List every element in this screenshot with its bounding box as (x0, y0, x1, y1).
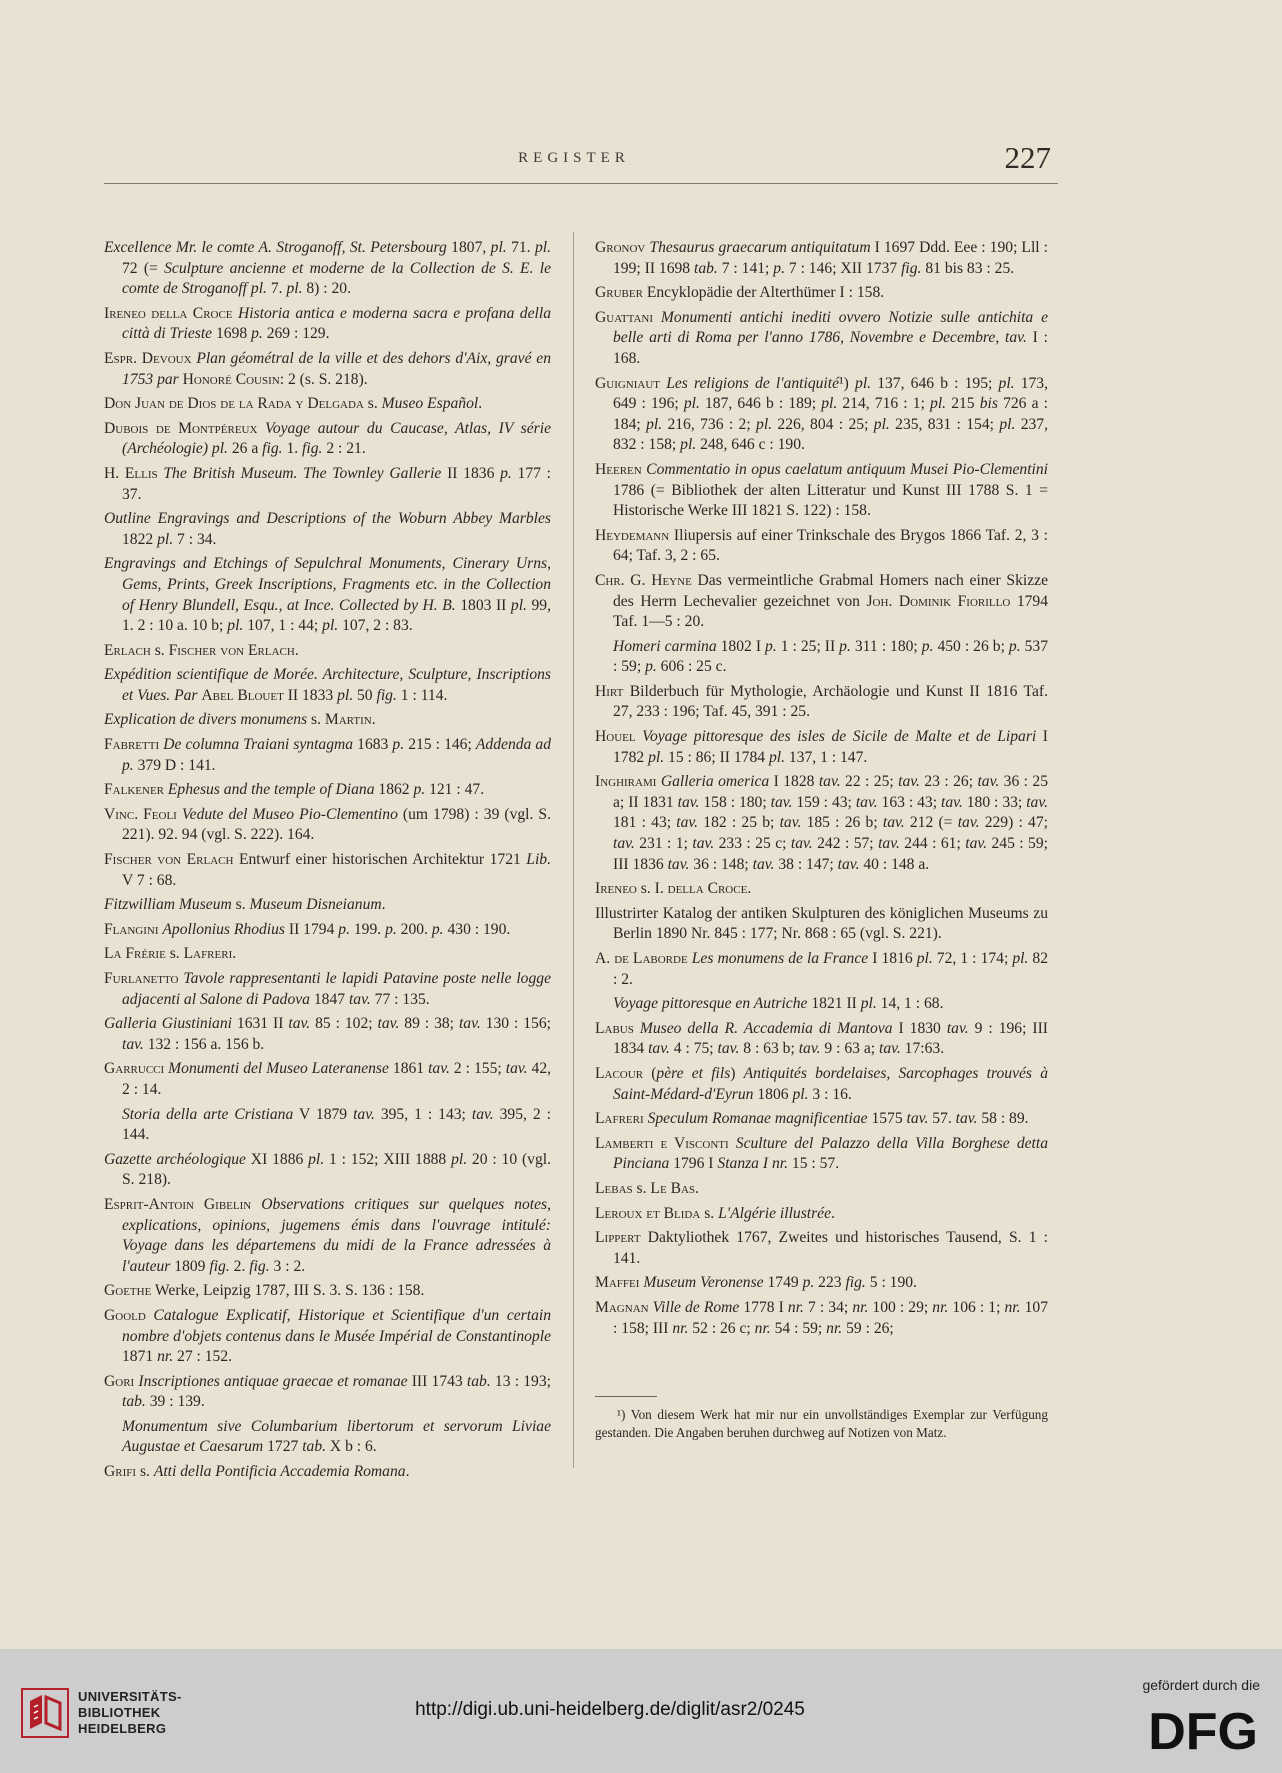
dfg-wordmark: DFG (1148, 1703, 1258, 1753)
register-entry: Explication de divers monumens s. Martin. (104, 711, 376, 729)
register-entry: Dubois de Montpéreux Voyage autour du Caucase, Atlas, IV série (Archéologie) pl. 26 a fig. 1. fig. 2 : 21. (104, 419, 551, 458)
register-entry: Inghirami Galleria omerica I 1828 tav. 22 : 25; tav. 23 : 26; tav. 36 : 25 a; II 1831 tav. 158 : 180; tav. 159 : 43; tav. 163 : 43; tav. 180 : 33; tav. 181 : 43; tav. 182 : 25 b; tav. 185 : 26 b; tav. 212 (= tav. 229) : 47; tav. 231 : 1; tav. 233 : 25 c; tav. 242 : 57; tav. 244 : 61; tav. 245 : 59; III 1836 tav. 36 : 148; tav. 38 : 147; tav. 40 : 148 a. (595, 773, 1049, 873)
register-entry: La Frérie s. Lafreri. (104, 945, 237, 963)
register-entry: Grifi s. Atti della Pontificia Accademia Romana. (104, 1463, 410, 1481)
running-head: REGISTER (518, 150, 630, 166)
register-entry: Gruber Encyklopädie der Alterthümer I : 158. (595, 284, 885, 302)
register-column-right (595, 238, 1048, 1343)
register-entry: Goethe Werke, Leipzig 1787, III S. 3. S. 136 : 158. (104, 1282, 425, 1300)
register-entry: H. Ellis The British Museum. The Townley Gallerie II 1836 p. 177 : 37. (104, 464, 551, 503)
register-entry: Homeri carmina 1802 I p. 1 : 25; II p. 311 : 180; p. 450 : 26 b; p. 537 : 59; p. 606 : 25 c. (613, 637, 1049, 676)
register-entry: Goold Catalogue Explicatif, Historique et Scientifique d'un certain nombre d'objets contenus dans le Musée Impérial de Constantinople 1871 nr. 27 : 152. (104, 1306, 551, 1366)
register-entry: Illustrirter Katalog der antiken Skulpturen des königlichen Museums zu Berlin 1890 Nr. 845 : 177; Nr. 868 : 65 (vgl. S. 221). (595, 904, 1048, 943)
column-divider (573, 232, 574, 1468)
register-entry: Erlach s. Fischer von Erlach. (104, 641, 299, 659)
header-rule (104, 183, 1058, 184)
university-library-name[interactable] (78, 1689, 182, 1737)
register-entry: Guigniaut Les religions de l'antiquité¹) pl. 137, 646 b : 195; pl. 173, 649 : 196; pl. 187, 646 b : 189; pl. 214, 716 : 1; pl. 215 bis 726 a : 184; pl. 216, 736 : 2; pl. 226, 804 : 25; pl. 235, 831 : 154; pl. 237, 832 : 158; pl. 248, 646 c : 190. (595, 374, 1049, 454)
funding-label: gefördert durch die (1142, 1677, 1260, 1693)
register-entry: Magnan Ville de Rome 1778 I nr. 7 : 34; nr. 100 : 29; nr. 106 : 1; nr. 107 : 158; III nr. 52 : 26 c; nr. 54 : 59; nr. 59 : 26; (595, 1298, 1048, 1337)
register-entry: Outline Engravings and Descriptions of the Woburn Abbey Marbles 1822 pl. 7 : 34. (104, 510, 551, 548)
register-entry: Don Juan de Dios de la Rada y Delgada s. Museo Español. (104, 395, 483, 413)
register-entry: Lamberti e Visconti Sculture del Palazzo della Villa Borghese detta Pinciana 1796 I Stanza I nr. 15 : 57. (595, 1134, 1049, 1173)
page-number: 227 (1004, 140, 1051, 175)
register-entry: Fitzwilliam Museum s. Museum Disneianum. (104, 896, 386, 914)
register-entry: Hirt Bilderbuch für Mythologie, Archäologie und Kunst II 1816 Taf. 27, 233 : 196; Taf. 45, 391 : 25. (595, 682, 1048, 721)
register-entry: Excellence Mr. le comte A. Stroganoff, St. Petersbourg 1807, pl. 71. pl. 72 (= Sculpture ancienne et moderne de la Collection de S. E. le comte de Stroganoff pl. 7. pl. 8) : 20. (104, 239, 552, 298)
footnote-rule (595, 1396, 657, 1397)
register-entry: Lacour (père et fils) Antiquités bordelaises, Sarcophages trouvés à Saint-Médard-d'Eyrun 1806 pl. 3 : 16. (595, 1064, 1048, 1103)
register-entry: Maffei Museum Veronense 1749 p. 223 fig. 5 : 190. (595, 1274, 917, 1292)
register-entry: Ireneo della Croce Historia antica e moderna sacra e profana della città di Trieste 1698 p. 269 : 129. (104, 304, 551, 343)
register-entry: Guattani Monumenti antichi inediti ovvero Notizie sulle antichita e belle arti di Roma per l'anno 1786, Novembre e Decembre, tav. I : 168. (595, 308, 1049, 367)
register-entry: Lebas s. Le Bas. (595, 1179, 699, 1197)
register-entry: Esprit-Antoin Gibelin Observations critiques sur quelques notes, explications, opinions, jugemens émis dans l'ouvrage intitulé: Voyage dans les départemens du midi de la France adressées à l'auteur 1809 fig. 2. fig. 3 : 2. (104, 1195, 551, 1275)
register-entry: Heeren Commentatio in opus caelatum antiquum Musei Pio-Clementini 1786 (= Bibliothek der alten Litteratur und Kunst III 1788 S. 1 = Historische Werke III 1821 S. 122) : 158. (595, 460, 1048, 520)
dfg-logo-icon[interactable] (1110, 1703, 1260, 1753)
register-entry: Fabretti De columna Traiani syntagma 1683 p. 215 : 146; Addenda ad p. 379 D : 141. (104, 736, 552, 774)
register-entry: Galleria Giustiniani 1631 II tav. 85 : 102; tav. 89 : 38; tav. 130 : 156; tav. 132 : 156 a. 156 b. (104, 1015, 551, 1053)
viewer-footer (0, 1649, 1282, 1773)
register-entry: Gronov Thesaurus graecarum antiquitatum I 1697 Ddd. Eee : 190; Lll : 199; II 1698 tab. 7 : 141; p. 7 : 146; XII 1737 fig. 81 bis 83 : 25. (595, 239, 1048, 277)
register-entry: Heydemann Iliupersis auf einer Trinkschale des Brygos 1866 Taf. 2, 3 : 64; Taf. 3, 2 : 65. (595, 526, 1048, 565)
register-entry: Expédition scientifique de Morée. Architecture, Sculpture, Inscriptions et Vues. Par Abel Blouet II 1833 pl. 50 fig. 1 : 114. (104, 666, 551, 704)
register-entry: Ireneo s. I. della Croce. (595, 880, 752, 898)
register-entry: Vinc. Feoli Vedute del Museo Pio-Clementino (um 1798) : 39 (vgl. S. 221). 92. 94 (vgl. S. 222). 164. (104, 805, 552, 844)
register-entry: Flangini Apollonius Rhodius II 1794 p. 199. p. 200. p. 430 : 190. (104, 920, 511, 938)
register-entry: Chr. G. Heyne Das vermeintliche Grabmal Homers nach einer Skizze des Herrn Lechevalier gezeichnet von Joh. Dominik Fiorillo 1794 Taf. 1—5 : 20. (595, 571, 1049, 631)
institution-line: HEIDELBERG (78, 1721, 167, 1736)
register-entry: A. de Laborde Les monumens de la France I 1816 pl. 72, 1 : 174; pl. 82 : 2. (595, 950, 1049, 988)
register-entry: Lippert Daktyliothek 1767, Zweites und historisches Tausend, S. 1 : 141. (595, 1229, 1048, 1267)
footnote: ¹) Von diesem Werk hat mir nur ein unvollständiges Exemplar zur Verfügung gestanden. Die Angaben beruhen durchweg auf Notizen von Matz. (595, 1407, 1048, 1440)
register-entry: Houel Voyage pittoresque des isles de Sicile de Malte et de Lipari I 1782 pl. 15 : 86; II 1784 pl. 137, 1 : 147. (595, 728, 1048, 766)
institution-line: BIBLIOTHEK (78, 1705, 161, 1720)
register-entry: Leroux et Blida s. L'Algérie illustrée. (595, 1204, 835, 1222)
register-column-left (104, 238, 551, 1487)
register-entry: Gori Inscriptiones antiquae graecae et romanae III 1743 tab. 13 : 193; tab. 39 : 139. (104, 1372, 551, 1411)
register-entry: Voyage pittoresque en Autriche 1821 II pl. 14, 1 : 68. (613, 995, 944, 1013)
register-entry: Monumentum sive Columbarium libertorum et servorum Liviae Augustae et Caesarum 1727 tab. X b : 6. (122, 1417, 551, 1456)
register-entry: Lafreri Speculum Romanae magnificentiae 1575 tav. 57. tav. 58 : 89. (595, 1110, 1029, 1128)
register-entry: Espr. Devoux Plan géométral de la ville et des dehors d'Aix, gravé en 1753 par Honoré Cousin: 2 (s. S. 218). (104, 349, 551, 388)
register-entry: Engravings and Etchings of Sepulchral Monuments, Cinerary Urns, Gems, Prints, Greek Inscriptions, Fragments etc. in the Collection of Henry Blundell, Esqu., at Ince. Collected by H. B. 1803 II pl. 99, 1. 2 : 10 a. 10 b; pl. 107, 1 : 44; pl. 107, 2 : 83. (104, 555, 551, 635)
register-entry: Storia della arte Cristiana V 1879 tav. 395, 1 : 143; tav. 395, 2 : 144. (122, 1105, 551, 1144)
register-entry: Fischer von Erlach Entwurf einer historischen Architektur 1721 Lib. V 7 : 68. (104, 851, 551, 889)
register-entry: Gazette archéologique XI 1886 pl. 1 : 152; XIII 1888 pl. 20 : 10 (vgl. S. 218). (104, 1150, 551, 1189)
register-entry: Falkener Ephesus and the temple of Diana 1862 p. 121 : 47. (104, 781, 485, 799)
register-entry: Labus Museo della R. Accademia di Mantova I 1830 tav. 9 : 196; III 1834 tav. 4 : 75; tav. 8 : 63 b; tav. 9 : 63 a; tav. 17:63. (595, 1019, 1048, 1058)
university-library-logo-icon[interactable] (20, 1687, 70, 1739)
institution-line: UNIVERSITÄTS- (78, 1689, 182, 1704)
permalink-url[interactable]: http://digi.ub.uni-heidelberg.de/diglit/asr2/0245 (415, 1699, 805, 1720)
register-entry: Garrucci Monumenti del Museo Lateranense 1861 tav. 2 : 155; tav. 42, 2 : 14. (104, 1060, 552, 1098)
register-entry: Furlanetto Tavole rappresentanti le lapidi Patavine poste nelle logge adjacenti al Salone di Padova 1847 tav. 77 : 135. (104, 970, 551, 1008)
